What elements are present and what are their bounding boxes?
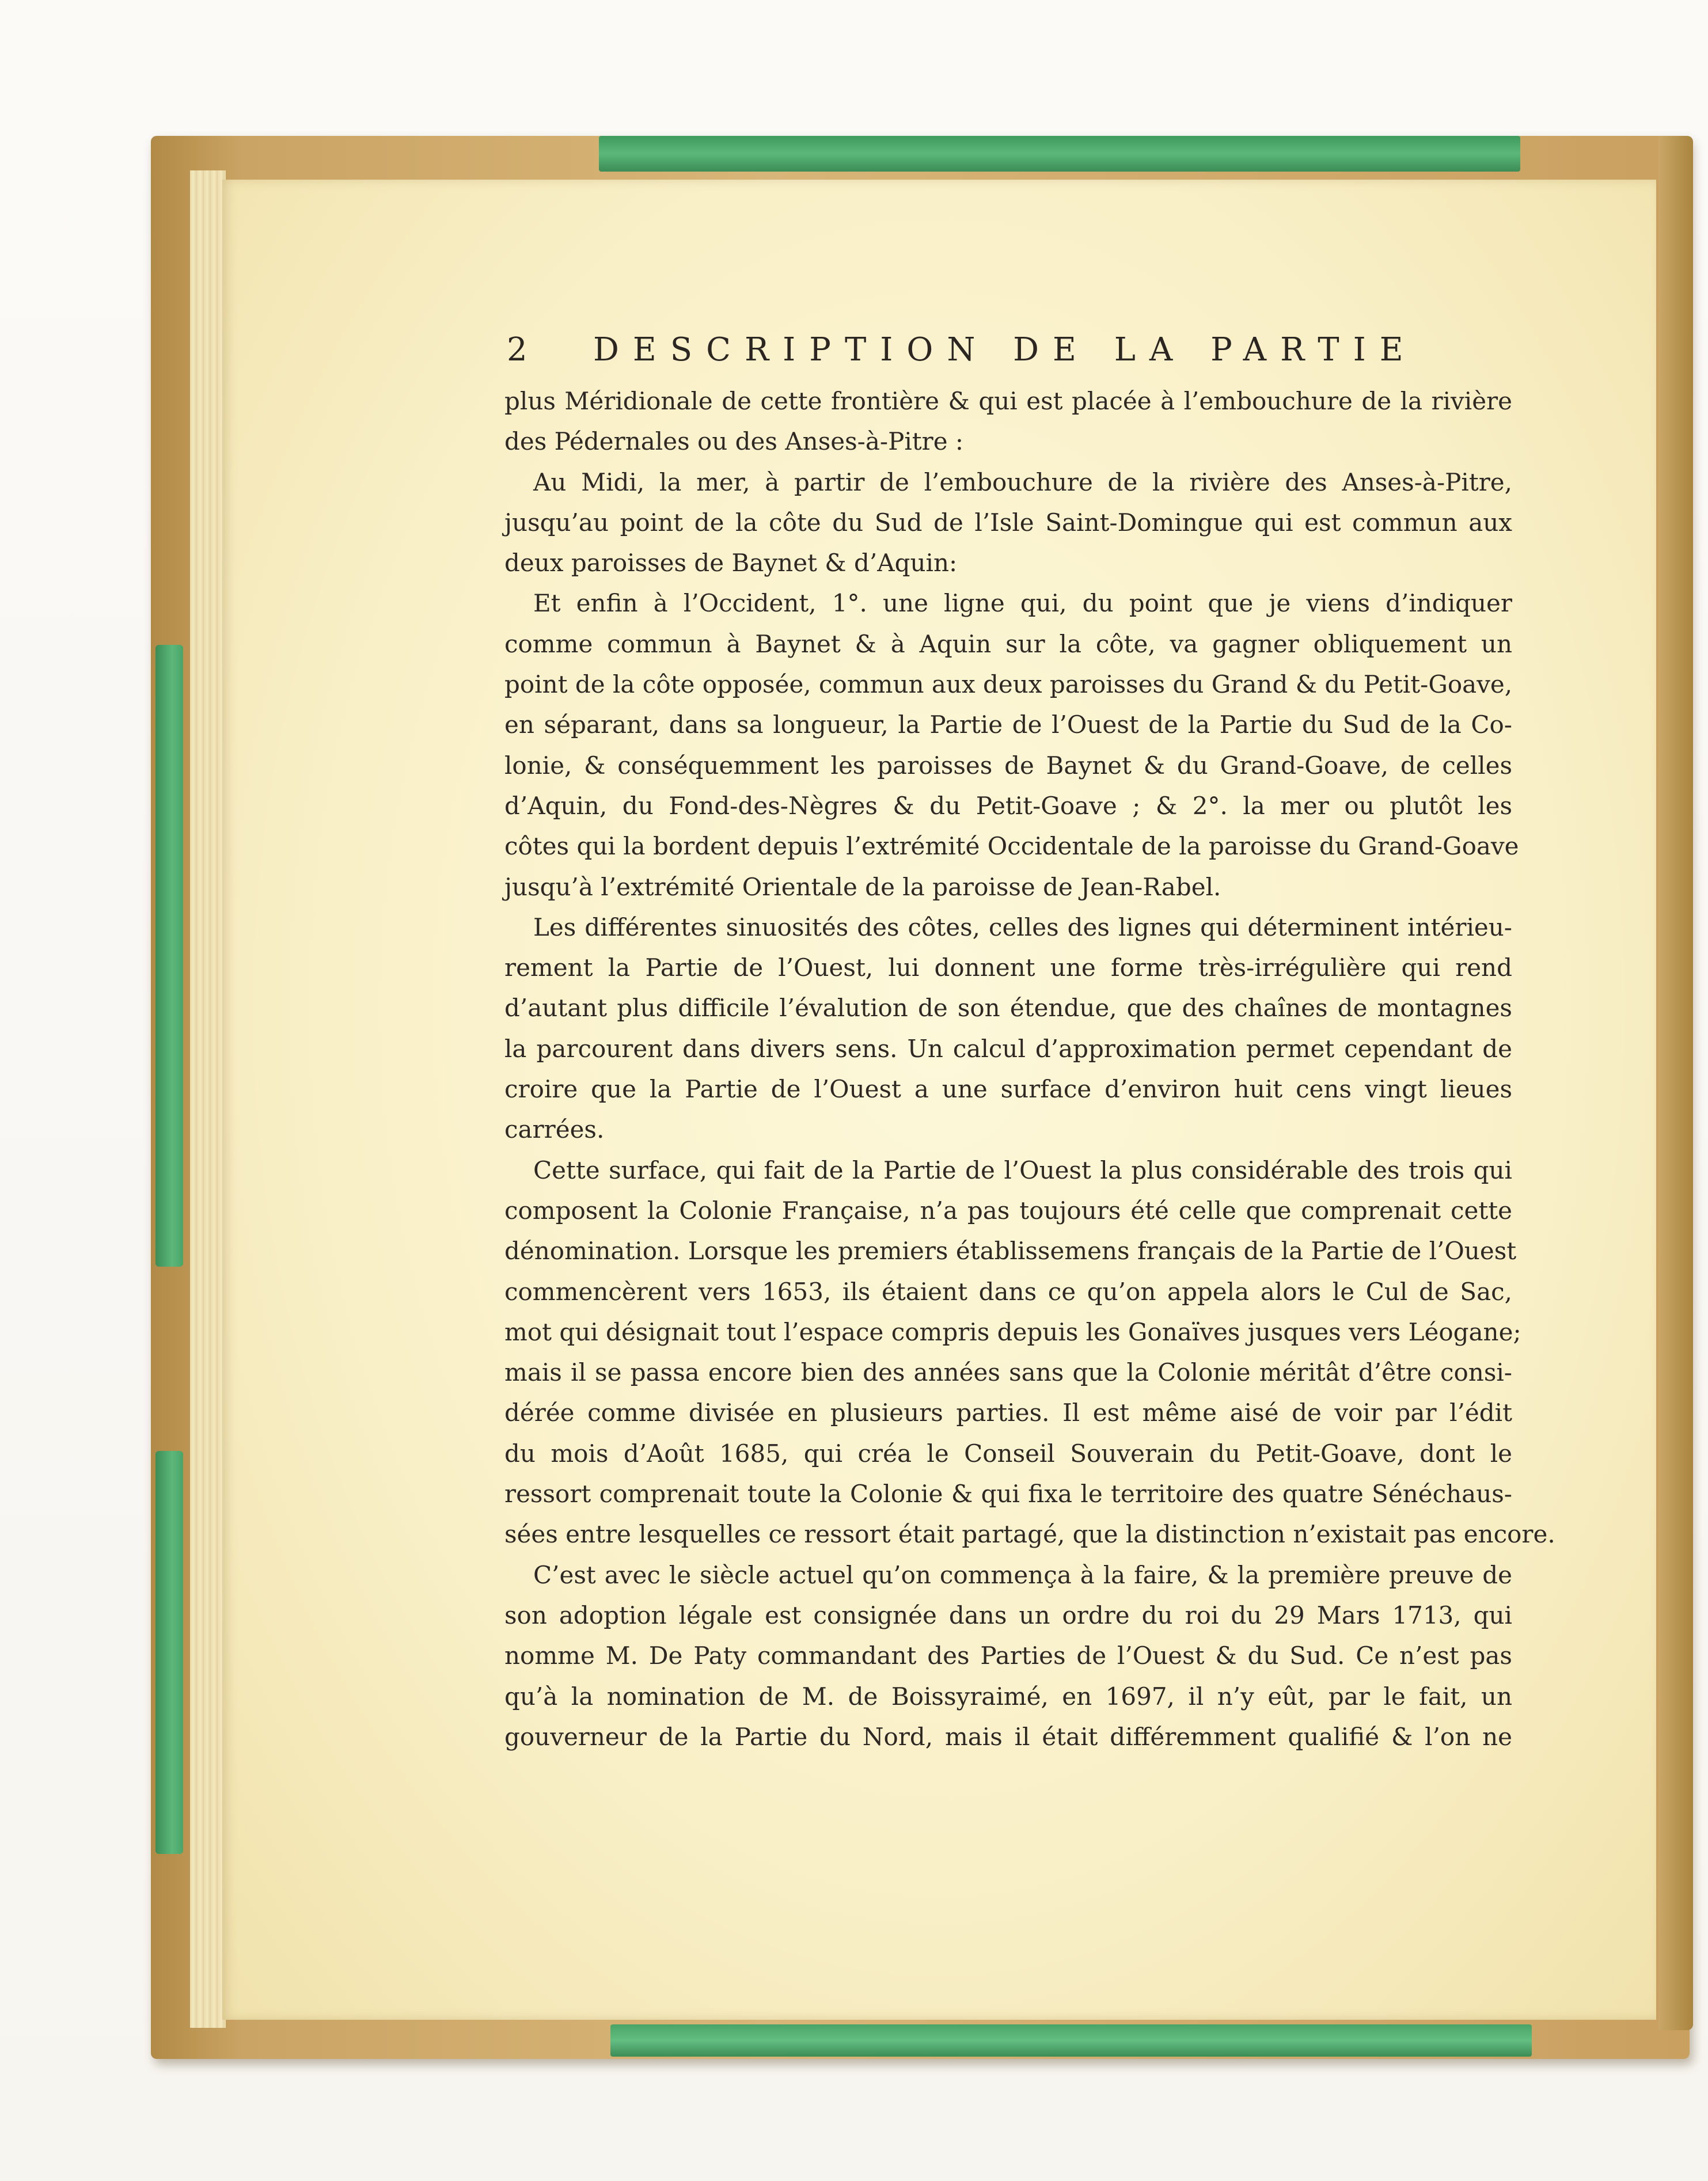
cover-edge (1658, 136, 1693, 2030)
text-line: nomme M. De Paty commandant des Parties de l’Ouest & du Sud. Ce n’est pas (504, 1642, 1512, 1670)
text-line: commencèrent vers 1653, ils étaient dans ce qu’on appela alors le Cul de Sac, (504, 1277, 1512, 1306)
text-line: Et enfin à l’Occident, 1°. une ligne qui, du point que je viens d’indiquer (533, 589, 1512, 618)
text-line: jusqu’au point de la côte du Sud de l’Isle Saint-Domingue qui est commun aux (504, 508, 1512, 537)
text-line: la parcourent dans divers sens. Un calcul d’approximation permet cependant de (504, 1034, 1512, 1063)
cover-green-band-top (599, 136, 1520, 172)
text-line: lonie, & conséquemment les paroisses de Baynet & du Grand-Goave, de celles (504, 751, 1512, 780)
text-line: dénomination. Lorsque les premiers établissemens français de la Partie de l’Ouest (504, 1237, 1517, 1266)
text-line: Cette surface, qui fait de la Partie de l’Ouest la plus considérable des trois qui (533, 1156, 1512, 1184)
text-line: gouverneur de la Partie du Nord, mais il était différemment qualifié & l’on ne (504, 1722, 1512, 1751)
body-text (504, 381, 1555, 1757)
text-line: côtes qui la bordent depuis l’extrémité Occidentale de la paroisse du Grand-Goave (504, 832, 1519, 861)
cover-green-band-left-lower (155, 1451, 183, 1854)
text-line: rement la Partie de l’Ouest, lui donnent une forme très-irrégulière qui rend (504, 953, 1512, 982)
text-line: ressort comprenait toute la Colonie & qui fixa le territoire des quatre Sénéchaus- (504, 1480, 1512, 1509)
text-line: dérée comme divisée en plusieurs parties. Il est même aisé de voir par l’édit (504, 1399, 1512, 1427)
text-line: qu’à la nomination de M. de Boissyraimé, en 1697, il n’y eût, par le fait, un (504, 1682, 1512, 1711)
text-line: comme commun à Baynet & à Aquin sur la côte, va gagner obliquement un (504, 629, 1512, 658)
text-line: composent la Colonie Française, n’a pas toujours été celle que comprenait cette (504, 1196, 1512, 1225)
text-line: Les différentes sinuosités des côtes, celles des lignes qui déterminent intérieu- (533, 913, 1512, 941)
text-line: mot qui désignait tout l’espace compris depuis les Gonaïves jusques vers Léogane; (504, 1317, 1521, 1346)
text-line: mais il se passa encore bien des années sans que la Colonie méritât d’être consi- (504, 1358, 1512, 1387)
text-line: d’Aquin, du Fond-des-Nègres & du Petit-Goave ; & 2°. la mer ou plutôt les (504, 791, 1512, 820)
text-line: carrées. (504, 1115, 605, 1144)
text-line: d’autant plus difficile l’évalution de son étendue, que des chaînes de montagnes (504, 994, 1512, 1023)
running-title: DESCRIPTION DE LA PARTIE (593, 331, 1417, 368)
text-line: deux paroisses de Baynet & d’Aquin: (504, 549, 958, 577)
text-line: sées entre lesquelles ce ressort était partagé, que la distinction n’existait pas encore. (504, 1520, 1555, 1549)
text-line: C’est avec le siècle actuel qu’on commença à la faire, & la première preuve de (533, 1560, 1512, 1589)
page-stack-edge (190, 170, 226, 2028)
text-line: jusqu’à l’extrémité Orientale de la paroisse de Jean-Rabel. (504, 872, 1221, 901)
text-line: point de la côte opposée, commun aux deux paroisses du Grand & du Petit-Goave, (504, 670, 1513, 699)
text-line: son adoption légale est consignée dans un ordre du roi du 29 Mars 1713, qui (504, 1601, 1512, 1629)
page-number: 2 (507, 331, 527, 368)
text-line: Au Midi, la mer, à partir de l’embouchure de la rivière des Anses-à-Pitre, (533, 468, 1512, 496)
text-line: en séparant, dans sa longueur, la Partie de l’Ouest de la Partie du Sud de la Co- (504, 710, 1512, 739)
text-line: plus Méridionale de cette frontière & qui est placée à l’embouchure de la rivière (504, 387, 1512, 415)
page-header (507, 331, 1417, 377)
text-line: croire que la Partie de l’Ouest a une surface d’environ huit cens vingt lieues (504, 1075, 1512, 1104)
cover-green-band-bottom (610, 2024, 1532, 2057)
cover-green-band-left (155, 645, 183, 1267)
text-line: des Pédernales ou des Anses-à-Pitre : (504, 427, 964, 456)
text-line: du mois d’Août 1685, qui créa le Conseil Souverain du Petit-Goave, dont le (504, 1439, 1512, 1468)
